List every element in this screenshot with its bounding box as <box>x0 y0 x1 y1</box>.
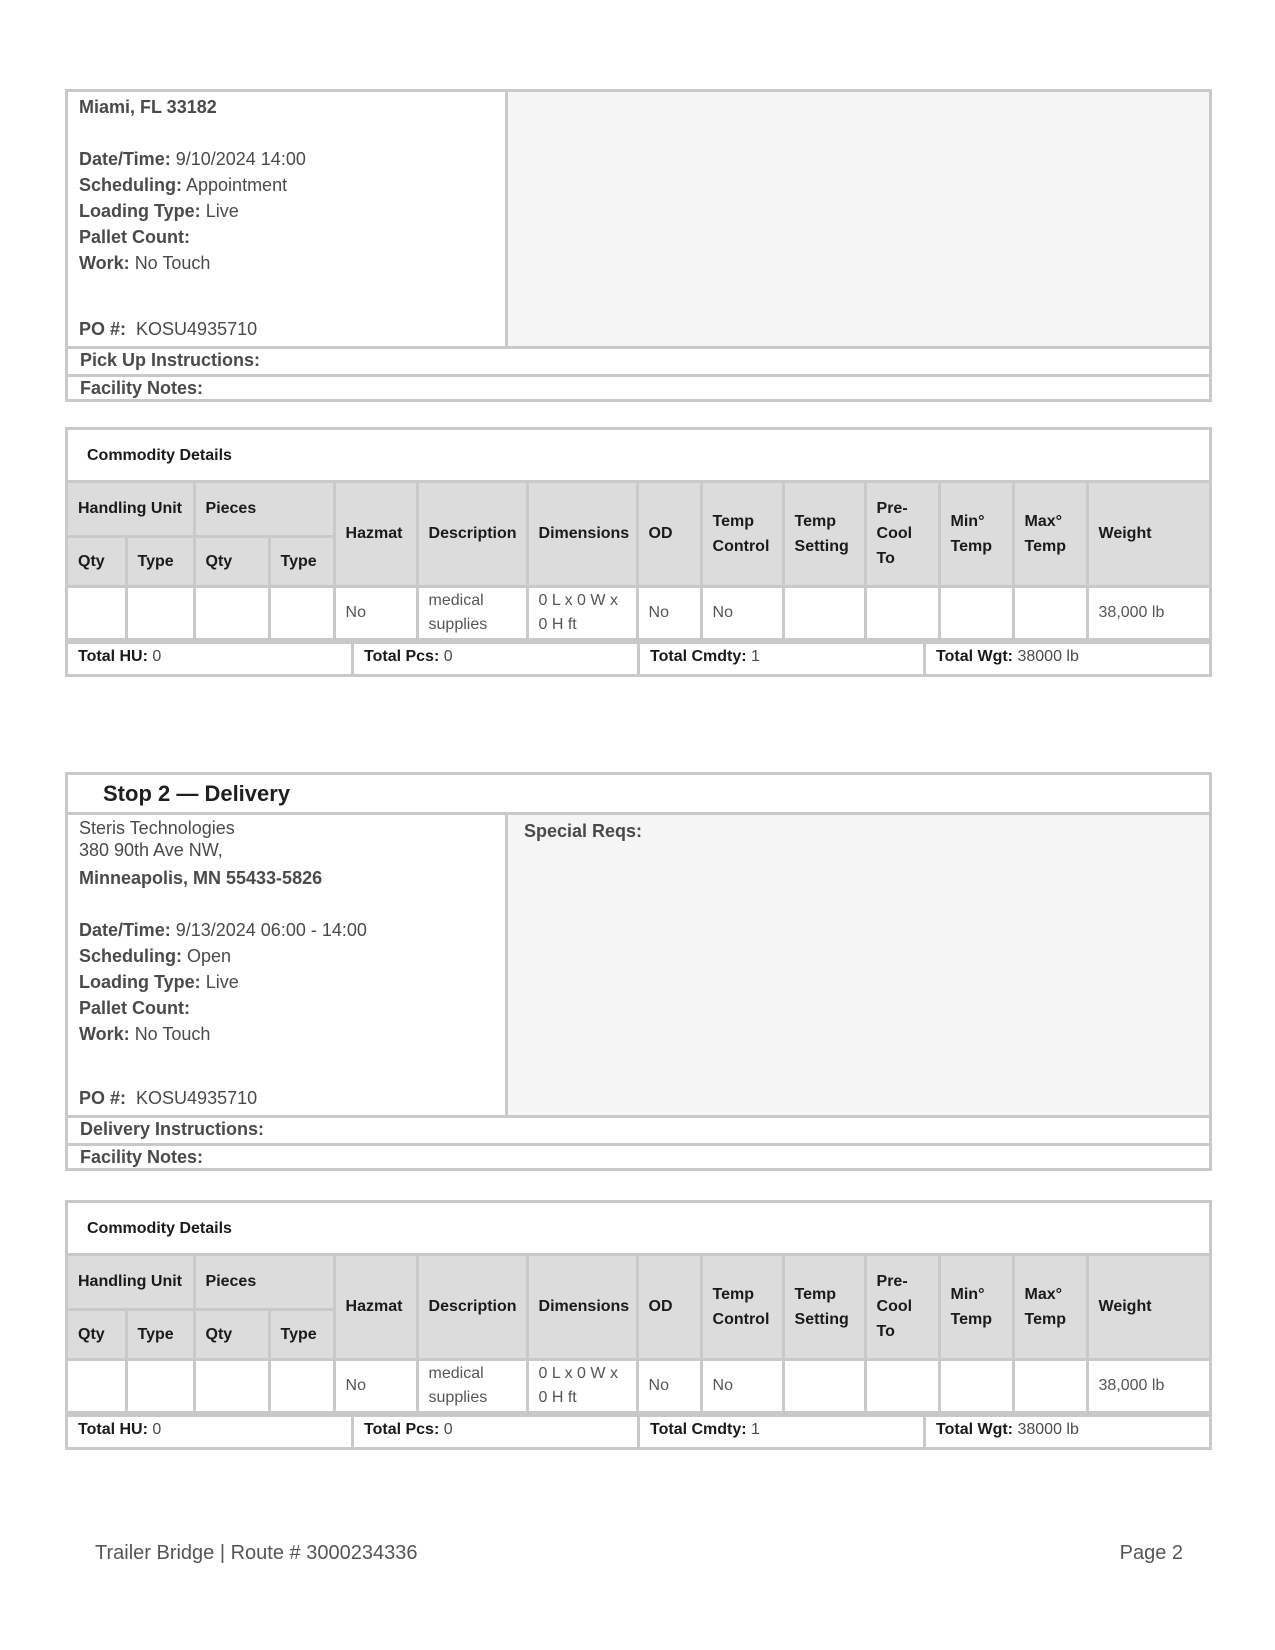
commodity-totals <box>68 641 1209 674</box>
total-pcs-value: 0 <box>443 1420 453 1438</box>
cell-dimensions: 0 L x 0 W x 0 H ft <box>527 1359 637 1412</box>
stop-2-details <box>68 815 508 1115</box>
datetime-value: 9/13/2024 06:00 - 14:00 <box>175 920 367 940</box>
col-handling-unit: Handling Unit <box>68 483 194 536</box>
cell-od: No <box>637 1359 701 1412</box>
stop-2-title: Stop 2 — Delivery <box>68 775 1209 815</box>
work-label: Work: <box>79 1024 130 1044</box>
total-cmdty-value: 1 <box>751 647 760 665</box>
stop-2-block <box>65 772 1212 1171</box>
total-wgt-value: 38000 lb <box>1017 1420 1079 1438</box>
stop-2-city: Minneapolis, MN 55433-5826 <box>79 868 323 888</box>
po-value: KOSU4935710 <box>136 319 258 339</box>
cell-hazmat: No <box>334 586 417 639</box>
col-precool: Pre-Cool To <box>865 1256 939 1359</box>
commodity-details-header: Commodity Details <box>68 430 1209 483</box>
total-hu-label: Total HU: <box>78 1420 148 1438</box>
work-value: No Touch <box>134 1024 211 1044</box>
loading-type-label: Loading Type: <box>79 972 201 992</box>
cell-max-temp <box>1013 1359 1087 1412</box>
total-pcs-value: 0 <box>443 647 453 665</box>
total-pcs-label: Total Pcs: <box>364 1420 440 1438</box>
commodity-totals <box>68 1414 1209 1447</box>
po-label: PO #: <box>79 1088 127 1108</box>
datetime-value: 9/10/2024 14:00 <box>175 149 306 169</box>
scheduling-value: Appointment <box>186 175 288 195</box>
col-hu-qty: Qty <box>68 536 126 586</box>
stop-1-block <box>65 89 1212 402</box>
po-label: PO #: <box>79 319 127 339</box>
col-max-temp: Max° Temp <box>1013 483 1087 586</box>
col-pc-type: Type <box>269 1309 334 1359</box>
col-hu-type: Type <box>126 1309 194 1359</box>
pallet-count-label: Pallet Count: <box>79 227 190 247</box>
cell-description: medical supplies <box>417 586 527 639</box>
col-dimensions: Dimensions <box>527 483 637 586</box>
col-od: OD <box>637 1256 701 1359</box>
cell-pc-type <box>269 586 334 639</box>
commodity-details-2 <box>65 1200 1212 1450</box>
col-od: OD <box>637 483 701 586</box>
footer-route: Trailer Bridge | Route # 3000234336 <box>95 1542 418 1564</box>
table-row <box>68 586 1209 639</box>
total-cmdty-value: 1 <box>751 1420 760 1438</box>
col-min-temp: Min° Temp <box>939 483 1013 586</box>
datetime-label: Date/Time: <box>79 149 171 169</box>
cell-pc-qty <box>194 586 269 639</box>
cell-precool <box>865 586 939 639</box>
commodity-details-header: Commodity Details <box>68 1203 1209 1256</box>
cell-temp-control: No <box>701 586 783 639</box>
footer-page-number: Page 2 <box>1119 1542 1183 1564</box>
loading-type-value: Live <box>205 972 239 992</box>
cell-weight: 38,000 lb <box>1087 1359 1209 1412</box>
datetime-label: Date/Time: <box>79 920 171 940</box>
col-hu-type: Type <box>126 536 194 586</box>
scheduling-label: Scheduling: <box>79 175 182 195</box>
scheduling-value: Open <box>187 946 232 966</box>
delivery-instructions: Delivery Instructions: <box>80 1119 265 1139</box>
cell-min-temp <box>939 586 1013 639</box>
cell-weight: 38,000 lb <box>1087 586 1209 639</box>
col-temp-control: Temp Control <box>701 483 783 586</box>
col-precool: Pre-Cool To <box>865 483 939 586</box>
col-temp-setting: Temp Setting <box>783 483 865 586</box>
special-reqs-label: Special Reqs: <box>524 821 643 841</box>
col-hu-qty: Qty <box>68 1309 126 1359</box>
total-hu-value: 0 <box>152 1420 162 1438</box>
cell-precool <box>865 1359 939 1412</box>
cell-dimensions: 0 L x 0 W x 0 H ft <box>527 586 637 639</box>
col-temp-control: Temp Control <box>701 1256 783 1359</box>
total-wgt-label: Total Wgt: <box>936 1420 1014 1438</box>
cell-temp-control: No <box>701 1359 783 1412</box>
col-pc-qty: Qty <box>194 536 269 586</box>
cell-hu-qty <box>68 1359 126 1412</box>
col-temp-setting: Temp Setting <box>783 1256 865 1359</box>
col-weight: Weight <box>1087 1256 1209 1359</box>
total-cmdty-label: Total Cmdty: <box>650 1420 747 1438</box>
scheduling-label: Scheduling: <box>79 946 182 966</box>
col-pieces: Pieces <box>194 483 334 536</box>
stop-1-special-reqs <box>508 92 1209 346</box>
total-hu-value: 0 <box>152 647 162 665</box>
cell-hu-qty <box>68 586 126 639</box>
commodity-table <box>68 1256 1209 1414</box>
col-description: Description <box>417 483 527 586</box>
total-hu-label: Total HU: <box>78 647 148 665</box>
stop-2-company: Steris Technologies <box>79 818 235 838</box>
stop-2-special-reqs <box>508 815 1209 1115</box>
cell-min-temp <box>939 1359 1013 1412</box>
cell-temp-setting <box>783 1359 865 1412</box>
col-pc-type: Type <box>269 536 334 586</box>
col-pc-qty: Qty <box>194 1309 269 1359</box>
total-cmdty-label: Total Cmdty: <box>650 647 747 665</box>
cell-max-temp <box>1013 586 1087 639</box>
stop-1-main <box>68 92 1209 349</box>
cell-pc-qty <box>194 1359 269 1412</box>
pickup-instructions: Pick Up Instructions: <box>80 350 261 370</box>
stop-2-address: 380 90th Ave NW, <box>79 840 223 860</box>
work-value: No Touch <box>134 253 211 273</box>
cell-hu-type <box>126 1359 194 1412</box>
facility-notes: Facility Notes: <box>68 1143 1209 1168</box>
stop-1-details <box>68 92 508 346</box>
commodity-table <box>68 483 1209 641</box>
col-handling-unit: Handling Unit <box>68 1256 194 1309</box>
table-row <box>68 1359 1209 1412</box>
col-hazmat: Hazmat <box>334 1256 417 1359</box>
col-min-temp: Min° Temp <box>939 1256 1013 1359</box>
loading-type-value: Live <box>205 201 239 221</box>
col-weight: Weight <box>1087 483 1209 586</box>
col-hazmat: Hazmat <box>334 483 417 586</box>
cell-description: medical supplies <box>417 1359 527 1412</box>
loading-type-label: Loading Type: <box>79 201 201 221</box>
total-wgt-label: Total Wgt: <box>936 647 1014 665</box>
cell-hazmat: No <box>334 1359 417 1412</box>
work-label: Work: <box>79 253 130 273</box>
cell-temp-setting <box>783 586 865 639</box>
col-pieces: Pieces <box>194 1256 334 1309</box>
total-wgt-value: 38000 lb <box>1017 647 1079 665</box>
col-description: Description <box>417 1256 527 1359</box>
cell-od: No <box>637 586 701 639</box>
facility-notes: Facility Notes: <box>68 374 1209 399</box>
col-max-temp: Max° Temp <box>1013 1256 1087 1359</box>
col-dimensions: Dimensions <box>527 1256 637 1359</box>
cell-pc-type <box>269 1359 334 1412</box>
total-pcs-label: Total Pcs: <box>364 647 440 665</box>
stop-2-main <box>68 815 1209 1118</box>
pallet-count-label: Pallet Count: <box>79 998 190 1018</box>
po-value: KOSU4935710 <box>136 1088 258 1108</box>
stop-1-city: Miami, FL 33182 <box>79 97 217 117</box>
cell-hu-type <box>126 586 194 639</box>
commodity-details-1 <box>65 427 1212 677</box>
